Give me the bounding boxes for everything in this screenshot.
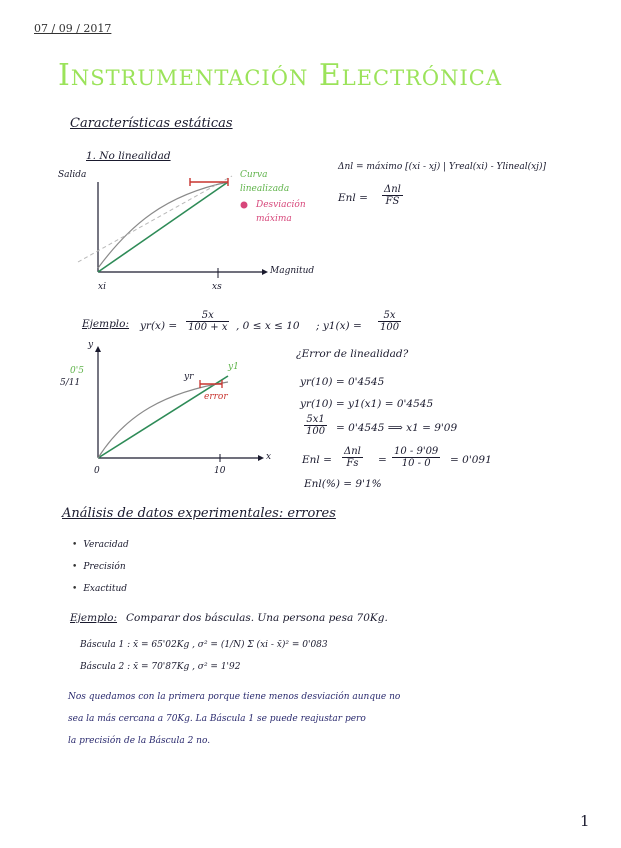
- example1-question: ¿Error de linealidad?: [296, 348, 409, 360]
- date: 07 / 09 / 2017: [34, 22, 112, 35]
- graph2-y-label: y: [88, 340, 94, 350]
- example1-line4-d1: Fs: [346, 458, 359, 469]
- example1-y1-den: 100: [380, 322, 400, 333]
- page-title: Instrumentación Electrónica: [58, 58, 503, 93]
- example1-line4-frac2: [392, 446, 440, 469]
- example2-conclusion-line1: Nos quedamos con la primera porque tiene menos desviación aunque no: [68, 692, 401, 702]
- example1-line4-eq: =: [378, 454, 387, 466]
- example1-yr-den: 100 + x: [188, 322, 228, 333]
- example1-yr-num: 5x: [186, 310, 229, 322]
- graph2-x-tick-0: 0: [94, 466, 100, 476]
- example2-label: Ejemplo:: [70, 612, 118, 624]
- graph2-yr-label: yr: [184, 372, 194, 382]
- example1-line3-num: 5x1: [304, 414, 327, 426]
- graph1-y-label: Salida: [58, 170, 87, 180]
- graph2-error-label: error: [204, 392, 228, 402]
- graph2-y1-line: [98, 376, 228, 458]
- example1-line3-den: 100: [306, 426, 326, 437]
- example2-scale1: Báscula 1 : x̄ = 65'02Kg , σ² = (1/N) Σ (xi - x̄)² = 0'083: [80, 640, 328, 650]
- formula-enl-den: FS: [385, 196, 400, 207]
- example1-line4-n1: Δnl: [344, 446, 361, 457]
- graph2-x-label: x: [266, 452, 272, 462]
- example1-line4-n2: 10 - 9'09: [394, 446, 439, 457]
- example1-domain: , 0 ≤ x ≤ 10: [236, 320, 300, 332]
- example2-conclusion-line3: la precisión de la Báscula 2 no.: [68, 736, 211, 746]
- formula-enl-num: Δnl: [384, 184, 401, 195]
- example1-line1: yr(10) = 0'4545: [300, 376, 385, 388]
- graph1-xs-label: xs: [212, 282, 222, 292]
- bullet-accuracy: • Exactitud: [72, 584, 127, 594]
- example2-scale2: Báscula 2 : x̄ = 70'87Kg , σ² = 1'92: [80, 662, 241, 672]
- graph2-y1-label: y1: [228, 362, 239, 372]
- example1-yr-lhs: yr(x) =: [140, 320, 178, 332]
- example1-line4-rhs: = 0'091: [450, 454, 492, 466]
- graph2-y-arrow: [95, 346, 101, 352]
- example1-line4-d2: 10 - 0: [401, 458, 431, 469]
- example1-y1-lhs: ; y1(x) =: [316, 320, 362, 332]
- graph1-xi-label: xi: [98, 282, 106, 292]
- example2-statement: Comparar dos básculas. Una persona pesa 70Kg.: [126, 612, 388, 624]
- example1-line3-rhs: = 0'4545 ⟹ x1 = 9'09: [336, 422, 458, 434]
- example1-label: Ejemplo:: [82, 318, 130, 330]
- graph1-legend-deviation: Desviación máxima: [256, 200, 306, 224]
- bullet-precision: • Precisión: [72, 562, 126, 572]
- graph2-y-tick-511: 5/11: [60, 378, 81, 388]
- bullet-veracity: • Veracidad: [72, 540, 129, 550]
- graph1-x-label: Magnitud: [270, 266, 315, 276]
- graph2-x-arrow: [258, 455, 264, 461]
- example1-line4-lhs: Enl =: [302, 454, 332, 466]
- formula-enl-lhs: Enl =: [338, 192, 368, 204]
- graph2-x-tick-10: 10: [214, 466, 226, 476]
- graph2-y-tick-05: 0'5: [70, 366, 84, 376]
- example1-line2: yr(10) = y1(x1) = 0'4545: [300, 398, 434, 410]
- example1-line3-fraction: [304, 414, 327, 437]
- section-heading-static-characteristics: Características estáticas: [70, 116, 233, 131]
- example1-line4-frac1: [342, 446, 363, 469]
- page-number: 1: [580, 812, 590, 830]
- graph1-legend-curve: Curva linealizada: [240, 170, 290, 194]
- formula-dnl: Δnl = máximo [(xi - xj) | Yreal(xi) - Ylineal(xj)]: [338, 162, 546, 172]
- section-heading-experimental-data: Análisis de datos experimentales: errores: [62, 506, 336, 521]
- example2-conclusion-line2: sea la más cercana a 70Kg. La Báscula 1 se puede reajustar pero: [68, 714, 366, 724]
- example1-y1-num: 5x: [378, 310, 401, 322]
- item-non-linearity: 1. No linealidad: [86, 150, 171, 162]
- example1-line5: Enl(%) = 9'1%: [304, 478, 382, 490]
